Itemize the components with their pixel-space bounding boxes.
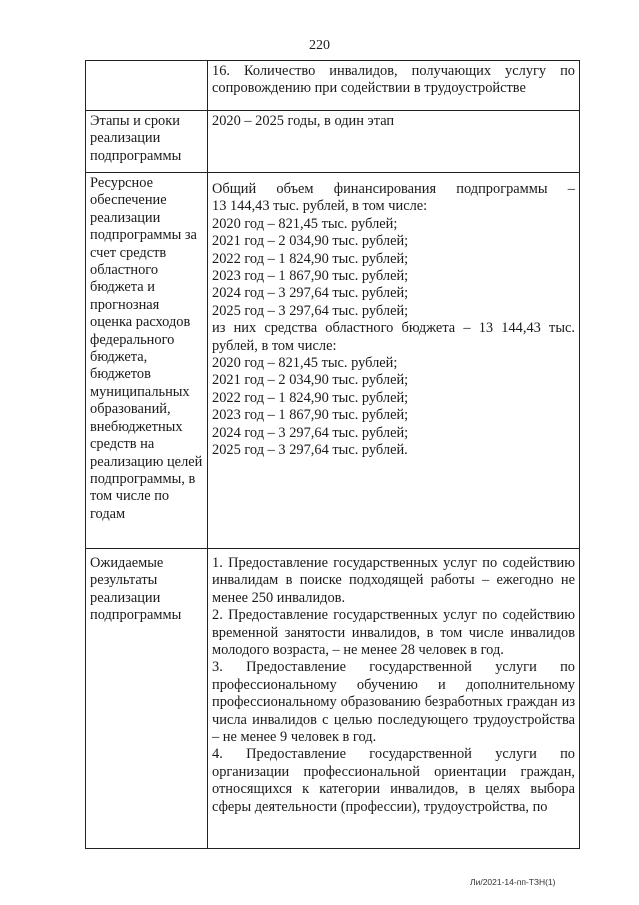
row-content-cell — [208, 549, 580, 849]
row-label-cell — [86, 111, 208, 173]
document-code: Ли/2021-14-пп-ТЗН(1) — [470, 877, 556, 887]
passport-table — [85, 60, 580, 849]
content-line: 13 144,43 тыс. рублей, в том числе: — [212, 198, 428, 215]
row-content-cell — [208, 61, 580, 111]
content-line: сопровождению при содействии в трудоустройстве — [212, 80, 526, 97]
content-line: 2022 год – 1 824,90 тыс. рублей; — [212, 250, 409, 267]
row-label-cell — [86, 549, 208, 849]
content-line: 16. Количество инвалидов, получающих услугу по — [212, 63, 575, 79]
table-row — [86, 173, 580, 549]
row-label-cell — [86, 173, 208, 549]
table-row — [86, 61, 580, 111]
content-line: 2025 год – 3 297,64 тыс. рублей. — [212, 442, 408, 459]
row-label: Ожидаемые результаты реализации подпрограммы — [90, 555, 182, 624]
result-item: 2. Предоставление государственных услуг по содействию временной занятости инвалидов, в том числе инвалидов молодого возраста, – не менее 28 человек в год. — [212, 607, 575, 659]
content-line: 2021 год – 2 034,90 тыс. рублей; — [212, 233, 409, 250]
content-line: 2023 год – 1 867,90 тыс. рублей; — [212, 407, 409, 424]
content-line: 2025 год – 3 297,64 тыс. рублей; — [212, 302, 409, 319]
row-label: Ресурсное обеспечение реализации подпрограммы за счет средств областного бюджета и прогнозная оценка расходов федерального бюджета, бюджетов муниципальных образований, внебюджетных средств на реализацию целей подпрограммы, в том числе по годам — [90, 175, 203, 522]
content-line: Общий объем финансирования подпрограммы – — [212, 181, 575, 197]
content-line: 2020 – 2025 годы, в один этап — [212, 113, 395, 129]
content-line: 2021 год – 2 034,90 тыс. рублей; — [212, 372, 409, 389]
content-line: 2020 год – 821,45 тыс. рублей; — [212, 215, 398, 232]
result-item: 4. Предоставление государственной услуги по организации профессиональной ориентации граждан, относящихся к категории инвалидов, в целях выбора сферы деятельности (профессии), трудоустройства, по — [212, 746, 575, 815]
page-number: 220 — [309, 38, 330, 53]
result-item: 3. Предоставление государственной услуги по профессиональному обучению и дополнительному профессиональному образованию безработных граждан из числа инвалидов с целью последующего трудоустройства – не менее 9 человек в год. — [212, 659, 575, 746]
result-item: 1. Предоставление государственных услуг по содействию инвалидам в поиске подходящей работы – ежегодно не менее 250 инвалидов. — [212, 555, 575, 606]
table-row — [86, 111, 580, 173]
content-line: 2022 год – 1 824,90 тыс. рублей; — [212, 389, 409, 406]
row-label-cell — [86, 61, 208, 111]
content-line: 2024 год – 3 297,64 тыс. рублей; — [212, 285, 409, 302]
content-line: 2020 год – 821,45 тыс. рублей; — [212, 355, 398, 372]
row-content-cell — [208, 111, 580, 173]
row-content-cell — [208, 173, 580, 549]
content-line: 2023 год – 1 867,90 тыс. рублей; — [212, 268, 409, 285]
row-label: Этапы и сроки реализации подпрограммы — [90, 113, 182, 164]
table-row — [86, 549, 580, 849]
content-line: рублей, в том числе: — [212, 337, 337, 354]
content-line: 2024 год – 3 297,64 тыс. рублей; — [212, 424, 409, 441]
content-line: из них средства областного бюджета – 13 144,43 тыс. — [212, 320, 575, 337]
